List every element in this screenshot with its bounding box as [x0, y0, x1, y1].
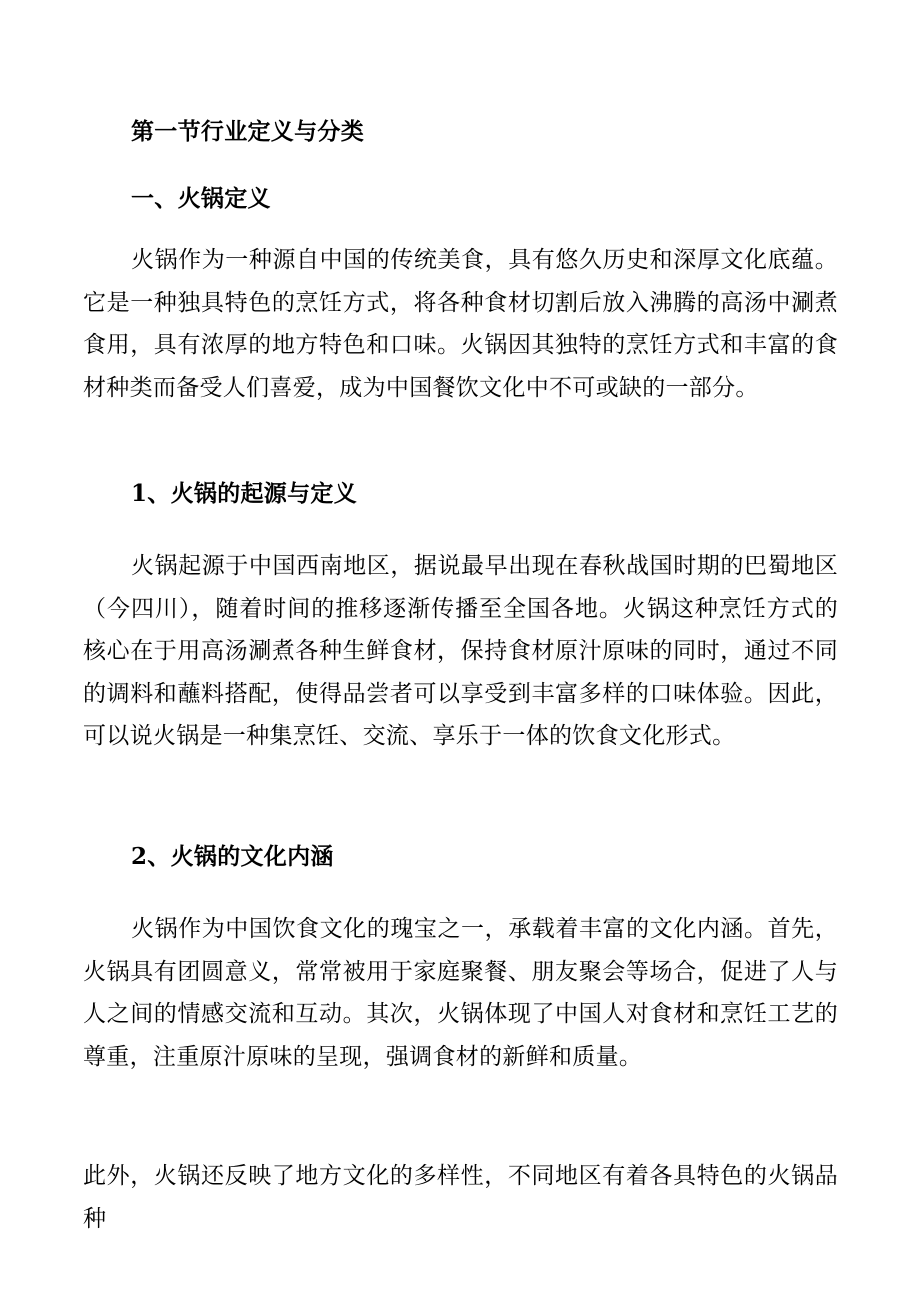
- paragraph-hotpot-definition: 火锅作为一种源自中国的传统美食，具有悠久历史和深厚文化底蕴。它是一种独具特色的烹饪方式，将各种食材切割后放入沸腾的高汤中涮煮食用，具有浓厚的地方特色和口味。火锅因其独特的烹饪方式和丰富的食材种类而备受人们喜爱，成为中国餐饮文化中不可或缺的一部分。: [83, 247, 838, 401]
- heading-hotpot-definition: 一、火锅定义: [131, 185, 271, 212]
- section-title: 第一节行业定义与分类: [131, 118, 364, 145]
- heading-culture: 2、火锅的文化内涵: [131, 843, 334, 870]
- heading-origin: 1、火锅的起源与定义: [131, 480, 358, 507]
- paragraph-origin: 火锅起源于中国西南地区，据说最早出现在春秋战国时期的巴蜀地区（今四川），随着时间的推移逐渐传播至全国各地。火锅这种烹饪方式的核心在于用高汤涮煮各种生鲜食材，保持食材原汁原味的同时，通过不同的调料和蘸料搭配，使得品尝者可以享受到丰富多样的口味体验。因此，可以说火锅是一种集烹饪、交流、享乐于一体的饮食文化形式。: [83, 553, 838, 749]
- paragraph-culture: 火锅作为中国饮食文化的瑰宝之一，承载着丰富的文化内涵。首先，火锅具有团圆意义，常常被用于家庭聚餐、朋友聚会等场合，促进了人与人之间的情感交流和互动。其次，火锅体现了中国人对食材和烹饪工艺的尊重，注重原汁原味的呈现，强调食材的新鲜和质量。: [83, 916, 838, 1070]
- paragraph-diversity: 此外，火锅还反映了地方文化的多样性，不同地区有着各具特色的火锅品种: [83, 1163, 838, 1232]
